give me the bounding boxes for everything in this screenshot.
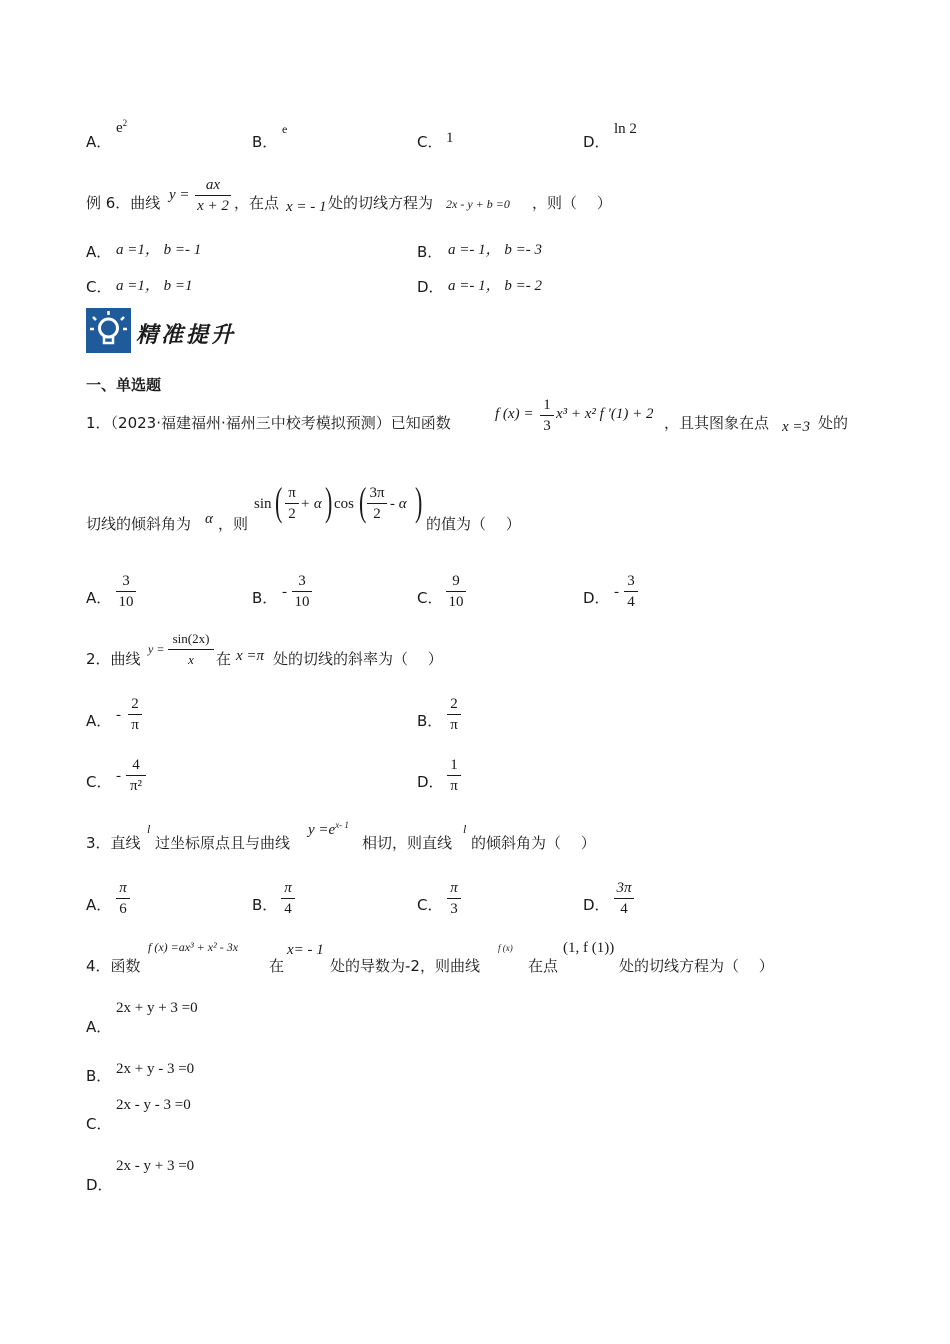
q1-prefix: 1．（2023·福建福州·福州三中校考模拟预测）已知函数 [86,414,451,432]
lightbulb-icon [86,308,131,353]
ex6-option-c: a =1， b =1 [116,278,193,294]
ex6-option-b-label: B． [417,243,443,261]
q3-mid1: 过坐标原点且与曲线 [155,834,291,852]
q1-paren-left-2: ( [358,479,367,524]
q1-paren-right-2: ) [414,479,423,524]
q4-option-d: 2x - y + 3 =0 [116,1158,195,1174]
q2-option-c: 4 π² [126,756,146,795]
q3-prefix: 3．直线 [86,834,141,852]
ex6-option-b: a =- 1， b =- 3 [448,242,542,258]
q1-option-b-sign: - [282,584,287,600]
q2-option-d-label: D． [417,773,444,791]
q4-option-a: 2x + y + 3 =0 [116,1000,198,1016]
q1-option-d: 3 4 [624,572,638,611]
q3-option-b: π 4 [281,879,295,918]
q1-line2-tail: 的值为（ ） [426,515,521,533]
q1-option-a-label: A． [86,589,112,607]
q1-tail: 处的 [818,414,849,432]
q4-tail: 处的切线方程为（ ） [619,957,774,975]
q1-option-c: 9 10 [446,572,466,611]
q1-point: x =3 [782,419,811,435]
ex6-option-d: a =- 1， b =- 2 [448,278,542,294]
q3-option-b-label: B． [252,896,278,914]
q4-mid1: 在 [269,957,285,975]
q2-option-c-label: C． [86,773,112,791]
q4-point-pair: (1, f (1)) [563,940,615,956]
ex6-tail: ，则（ ） [532,194,612,212]
ex6-fraction: ax x + 2 [195,176,231,215]
ex6-point: x = - 1 [286,199,327,215]
q1-option-d-sign: - [614,584,619,600]
q1-option-b-label: B． [252,589,278,607]
option-a-value: $e^2$ [116,118,128,136]
q3-mid2: 相切，则直线 [362,834,453,852]
q2-option-a-label: A． [86,712,112,730]
section-title: 精准提升 [136,323,237,348]
q1-paren-left-1: ( [274,479,283,524]
q4-mid2: 处的导数为-2，则曲线 [330,957,480,975]
q4-option-c: 2x - y - 3 =0 [116,1097,191,1113]
q4-point: x= - 1 [287,942,324,958]
q2-option-b-label: B． [417,712,443,730]
q1-sin-rest: + α [300,496,322,512]
q2-fraction: sin(2x) x [168,630,214,669]
q2-point: x =π [236,648,265,664]
ex6-prefix: 例 6．曲线 [86,194,161,212]
option-c-label: C． [417,133,443,151]
q1-mid: ，且其图象在点 [664,414,770,432]
q2-option-a-sign: - [116,707,121,723]
q3-option-d-label: D． [583,896,610,914]
q1-alpha: α [205,511,213,527]
option-c-value: 1 [446,130,454,146]
q4-option-a-label: A． [86,1018,112,1036]
q2-option-b: 2 π [447,695,461,734]
q1-paren-right-1: ) [324,479,333,524]
q1-option-b: 3 10 [292,572,312,611]
q3-option-d: 3π 4 [614,879,634,918]
q4-fx2: f (x) [498,943,513,953]
q1-cos-fraction: 3π 2 [367,484,387,523]
q1-option-d-label: D． [583,589,610,607]
q4-fx: f (x) =ax³ + x² - 3x [148,940,239,954]
ex6-option-c-label: C． [86,278,112,296]
q1-line2-prefix: 切线的倾斜角为 [86,515,192,533]
q3-line-l2: l [463,822,467,836]
q4-option-c-label: C． [86,1115,112,1133]
ex6-mid1: ，在点 [234,194,280,212]
q4-mid3: 在点 [528,957,559,975]
option-b-value: e [282,122,288,136]
q2-tail: 处的切线的斜率为（ ） [273,650,443,668]
q3-option-a: π 6 [116,879,130,918]
ex6-option-a-label: A． [86,243,112,261]
q2-option-c-sign: - [116,768,121,784]
q1-rest: x³ + x² f ′(1) + 2 [556,406,654,422]
q1-option-c-label: C． [417,589,443,607]
q3-option-a-label: A． [86,896,112,914]
q1-fx: f (x) = [495,406,534,422]
q1-sin-fraction: π 2 [285,484,299,523]
q3-option-c-label: C． [417,896,443,914]
q1-cos: cos [334,496,354,512]
option-d-label: D． [583,133,610,151]
q2-mid: 在 [216,650,232,668]
q4-prefix: 4．函数 [86,957,141,975]
q2-y-eq: y = [148,642,165,656]
ex6-mid2: 处的切线方程为 [328,194,434,212]
option-b-label: B． [252,133,278,151]
q2-option-d: 1 π [447,756,461,795]
ex6-y-eq: y = [169,187,190,203]
ex6-line-eq: 2x - y + b =0 [446,197,510,211]
ex6-option-a: a =1， b =- 1 [116,242,202,258]
q4-option-b: 2x + y - 3 =0 [116,1061,195,1077]
q3-line-l: l [147,822,151,836]
q4-option-d-label: D． [86,1176,113,1194]
q1-sin: sin [254,496,272,512]
q3-tail: 的倾斜角为（ ） [471,834,596,852]
q3-option-c: π 3 [447,879,461,918]
section-subtitle: 一、单选题 [86,376,162,394]
q1-line2-mid: ，则 [218,515,249,533]
q2-option-a: 2 π [128,695,142,734]
option-d-value: ln 2 [614,121,637,137]
option-a-label: A． [86,133,112,151]
ex6-option-d-label: D． [417,278,444,296]
q1-cos-rest: - α [390,496,407,512]
q1-coef-fraction: 1 3 [540,396,554,435]
q4-option-b-label: B． [86,1067,112,1085]
q2-prefix: 2．曲线 [86,650,141,668]
q3-curve: $y =e^{x- 1}$ [308,820,349,838]
q1-option-a: 3 10 [116,572,136,611]
